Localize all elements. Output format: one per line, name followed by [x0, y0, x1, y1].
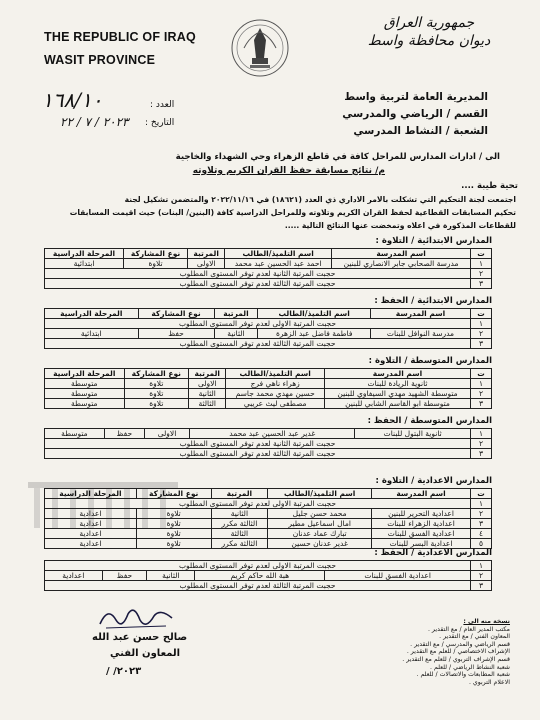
- cell-school: اعدادية التحرير للبنين: [372, 509, 471, 519]
- table-note-row: [45, 439, 492, 449]
- date-label: التاريخ :: [145, 118, 175, 128]
- cell-stage: متوسطة: [45, 389, 125, 399]
- col-type: نوع المشاركة: [124, 369, 189, 379]
- copy-item: قسم الإشراف التربوي / للعلم مع التقدير .: [402, 655, 510, 663]
- table-row: [45, 399, 492, 409]
- cell-seq: ٢: [471, 389, 492, 399]
- section-title-primary-recitation: المدارس الابتدائية / التلاوة :: [375, 236, 492, 246]
- signatory-name: صالح حسن عبد الله: [92, 632, 188, 643]
- cell-seq: ٢: [471, 269, 492, 279]
- table-row: [45, 529, 492, 539]
- results-table-primary-recitation: [44, 248, 492, 289]
- table-row: [45, 379, 492, 389]
- col-stage: المرحلة الدراسية: [45, 369, 125, 379]
- cell-note: حجبت المرتبة الثانية لعدم توفر المستوى المطلوب: [45, 439, 471, 449]
- directorate-name: المديرية العامة لتربية واسط: [344, 91, 488, 103]
- body-line-1: اجتمعت لجنة التحكيم التي تشكلت بالامر الاداري ذي العدد (١٨٦٢١) في ٢٠٢٢/١١/١٦ والمتضمن تشكيل لجنة: [124, 195, 516, 204]
- cell-seq: ١: [471, 429, 492, 439]
- col-seq: ت: [471, 309, 492, 319]
- cell-seq: ٥: [471, 539, 492, 549]
- cell-stage: متوسطة: [45, 399, 125, 409]
- section-title-primary-memorization: المدارس الابتدائية / الحفظ :: [374, 296, 492, 306]
- col-school: اسم المدرسة: [370, 309, 470, 319]
- cell-rank: الثالثة مكرر: [211, 539, 268, 549]
- cell-stage: ابتدائية: [45, 259, 124, 269]
- col-rank: المرتبة: [188, 249, 225, 259]
- cell-student: غدير عبد الحسين عبد محمد: [190, 429, 355, 439]
- handwritten-signature-icon: [96, 600, 176, 634]
- table-note-row: [45, 279, 492, 289]
- table-row: [45, 429, 492, 439]
- cell-note: حجبت المرتبة الثالثة لعدم توفر المستوى المطلوب: [45, 449, 471, 459]
- cell-rank: الاولى: [189, 379, 226, 389]
- col-student: اسم التلميذ/الطالب: [225, 249, 332, 259]
- cell-seq: ٣: [471, 279, 492, 289]
- cell-student: زهراء ناهي فرج: [226, 379, 325, 389]
- results-table-preparatory-memorization: [44, 560, 492, 591]
- col-seq: ت: [471, 489, 492, 499]
- greeting: تحية طيبة ....: [461, 181, 518, 191]
- cell-school: مدرسة النوافل للبنات: [370, 329, 470, 339]
- copy-item: قسم الرياضي والمدرسي / مع التقدير .: [410, 640, 510, 648]
- cell-type: تلاوة: [124, 379, 189, 389]
- table-note-row: [45, 581, 492, 591]
- table-note-row: [45, 319, 492, 329]
- cell-seq: ٢: [471, 571, 492, 581]
- cell-rank: الثانية: [214, 329, 258, 339]
- arabic-letterhead: [334, 14, 524, 54]
- number-value: ١٦٨/١٠: [42, 88, 103, 112]
- section-title-preparatory-recitation: المدارس الاعدادية / التلاوة :: [375, 476, 492, 486]
- section-title-intermediate-recitation: المدارس المتوسطة / التلاوة :: [368, 356, 492, 366]
- cell-school: اعدادية الفسق للبنات: [325, 571, 471, 581]
- cell-note: حجبت المرتبة الثانية لعدم توفر المستوى المطلوب: [45, 269, 471, 279]
- province-english: WASIT PROVINCE: [44, 53, 156, 67]
- cell-stage: متوسطة: [45, 379, 125, 389]
- copies-list: [402, 618, 510, 686]
- cell-school: اعدادية البسر للبنات: [372, 539, 471, 549]
- cell-seq: ١: [471, 319, 492, 329]
- cell-type: تلاوة: [124, 399, 189, 409]
- copy-item: مكتب المدير العام / مع التقدير .: [428, 625, 510, 633]
- cell-stage: اعدادية: [45, 539, 137, 549]
- cell-stage: اعدادية: [45, 571, 103, 581]
- cell-rank: الثانية: [211, 509, 268, 519]
- cell-school: متوسطة ابو القاسم الشابي للبنين: [325, 399, 471, 409]
- cell-rank: الثانية: [147, 571, 195, 581]
- table-header-row: [45, 369, 492, 379]
- table-note-row: [45, 499, 492, 509]
- results-table-preparatory-recitation: [44, 488, 492, 549]
- cell-stage: اعدادية: [45, 519, 137, 529]
- cell-rank: الثانية: [189, 389, 226, 399]
- cell-type: تلاوة: [124, 389, 189, 399]
- cell-seq: ١: [471, 259, 492, 269]
- date-value: ٢٠٢٣ / ٧ / ٢٢: [60, 115, 129, 129]
- table-note-row: [45, 269, 492, 279]
- cell-note: حجبت المرتبة الثالثة لعدم توفر المستوى المطلوب: [45, 581, 471, 591]
- signature-date: ٢٠٢٣/ /: [106, 666, 142, 677]
- cell-student: هبة الله حاكم كريم: [195, 571, 325, 581]
- table-row: [45, 329, 492, 339]
- col-stage: المرحلة الدراسية: [45, 309, 139, 319]
- cell-school: ثانوية الريادة للبنات: [325, 379, 471, 389]
- cell-rank: الثالثة: [211, 529, 268, 539]
- cell-note: حجبت المرتبة الثالثة لعدم توفر المستوى المطلوب: [45, 339, 471, 349]
- cell-school: مدرسة الصحابي جابر الانصاري للبنين: [332, 259, 471, 269]
- cell-stage: متوسطة: [45, 429, 105, 439]
- table-row: [45, 571, 492, 581]
- arabic-republic: جمهورية العراق: [383, 15, 475, 31]
- cell-school: اعدادية الزهراء للبنات: [372, 519, 471, 529]
- col-type: نوع المشاركة: [136, 489, 211, 499]
- division-name: الشعبة / النشاط المدرسي: [353, 125, 488, 137]
- cell-stage: اعدادية: [45, 529, 137, 539]
- cell-type: حفظ: [138, 329, 214, 339]
- col-school: اسم المدرسة: [325, 369, 471, 379]
- table-row: [45, 519, 492, 529]
- cell-type: حفظ: [104, 429, 144, 439]
- cell-rank: الاولى: [144, 429, 189, 439]
- subject-line: م/ نتائج مسابقة حفظ القران الكريم وتلاوته: [192, 166, 385, 176]
- cell-school: ثانوية البتول للبنات: [355, 429, 471, 439]
- cell-seq: ٢: [471, 329, 492, 339]
- cell-seq: ٣: [471, 449, 492, 459]
- cell-seq: ٣: [471, 581, 492, 591]
- cell-type: تلاوة: [123, 259, 187, 269]
- cell-student: تبارك عماد عدنان: [268, 529, 372, 539]
- cell-seq: ١: [471, 499, 492, 509]
- results-table-primary-memorization: [44, 308, 492, 349]
- cell-student: حسين مهدي محمد جاسم: [226, 389, 325, 399]
- table-header-row: [45, 309, 492, 319]
- col-student: اسم التلميذ/الطالب: [226, 369, 325, 379]
- copy-item: شعبة المطابعات والاتصالات / للعلم .: [416, 671, 510, 679]
- cell-seq: ١: [471, 379, 492, 389]
- col-student: اسم التلميذ/الطالب: [268, 489, 372, 499]
- col-stage: المرحلة الدراسية: [45, 489, 137, 499]
- number-label: العدد :: [150, 100, 175, 110]
- cell-rank: الثالثة مكرر: [211, 519, 268, 529]
- copy-item: المعاون الفني / مع التقدير .: [439, 633, 510, 641]
- cell-student: احمد عبد الحسين عبد محمد: [225, 259, 332, 269]
- cell-seq: ١: [471, 561, 492, 571]
- results-table-intermediate-recitation: [44, 368, 492, 409]
- cell-school: متوسطة الشهيد مهدي السيفاوي للبنين: [325, 389, 471, 399]
- cell-student: غدير عدنان حسين: [268, 539, 372, 549]
- col-school: اسم المدرسة: [372, 489, 471, 499]
- results-table-intermediate-memorization: [44, 428, 492, 459]
- department-name: القسم / الرياضي والمدرسي: [342, 108, 488, 120]
- cell-student: مصطفى ليث عريبي: [226, 399, 325, 409]
- table-note-row: [45, 561, 492, 571]
- cell-seq: ٣: [471, 399, 492, 409]
- cell-note: حجبت المرتبة الاولى لعدم توفر المستوى المطلوب: [45, 499, 471, 509]
- cell-seq: ٣: [471, 519, 492, 529]
- iraq-emblem-icon: [230, 18, 290, 78]
- table-row: [45, 389, 492, 399]
- col-rank: المرتبة: [189, 369, 226, 379]
- cell-seq: ٢: [471, 439, 492, 449]
- cell-type: تلاوة: [136, 519, 211, 529]
- cell-type: حفظ: [102, 571, 147, 581]
- cell-student: امال اسماعيل مطير: [268, 519, 372, 529]
- cell-rank: الثالثة: [189, 399, 226, 409]
- signatory-role: المعاون الفني: [110, 648, 181, 659]
- arabic-governorate: ديوان محافظة واسط: [367, 33, 491, 49]
- cell-student: محمد حسن جليل: [268, 509, 372, 519]
- cell-seq: ٤: [471, 529, 492, 539]
- cell-note: حجبت المرتبة الثالثة لعدم توفر المستوى المطلوب: [45, 279, 471, 289]
- cell-note: حجبت المرتبة الاولى لعدم توفر المستوى المطلوب: [45, 319, 471, 329]
- table-note-row: [45, 339, 492, 349]
- copy-item: الإشراف الاختصاصي / للعلم مع التقدير .: [406, 648, 510, 656]
- col-rank: المرتبة: [214, 309, 258, 319]
- table-row: [45, 539, 492, 549]
- cell-rank: الاولى: [188, 259, 225, 269]
- cell-seq: ٣: [471, 339, 492, 349]
- col-school: اسم المدرسة: [332, 249, 471, 259]
- cell-stage: ابتدائية: [45, 329, 139, 339]
- cell-student: فاطمة فاضل عبد الزهرة: [258, 329, 371, 339]
- cell-note: حجبت المرتبة الاولى لعدم توفر المستوى المطلوب: [45, 561, 471, 571]
- body-line-2: تحكيم المسابقات القطاعية لحفظ القران الكريم وتلاوته وللمراحل الدراسية كافة (البنين/ البنات) حيث اقيمت المسابقات: [69, 208, 516, 217]
- table-header-row: [45, 249, 492, 259]
- table-header-row: [45, 489, 492, 499]
- col-seq: ت: [471, 369, 492, 379]
- cell-type: تلاوة: [136, 509, 211, 519]
- cell-type: تلاوة: [136, 529, 211, 539]
- table-row: [45, 509, 492, 519]
- cell-school: اعدادية الفسق للبنات: [372, 529, 471, 539]
- copy-item: شعبة النشاط الرياضي / للعلم .: [430, 663, 510, 671]
- addressee-line: الى / ادارات المدارس للمراحل كافة في قاطع الزهراء وحي الشهداء والخاجية: [175, 152, 500, 162]
- copies-title: نسخة منه الى :: [463, 618, 510, 625]
- table-row: [45, 259, 492, 269]
- cell-type: تلاوة: [136, 539, 211, 549]
- table-note-row: [45, 449, 492, 459]
- col-type: نوع المشاركة: [138, 309, 214, 319]
- col-student: اسم التلميذ/الطالب: [258, 309, 371, 319]
- cell-stage: اعدادية: [45, 509, 137, 519]
- copy-item: الاعلام التربوي .: [468, 678, 510, 686]
- col-stage: المرحلة الدراسية: [45, 249, 124, 259]
- col-type: نوع المشاركة: [123, 249, 187, 259]
- section-title-intermediate-memorization: المدارس المتوسطة / الحفظ :: [367, 416, 492, 426]
- cell-seq: ٢: [471, 509, 492, 519]
- republic-english: THE REPUBLIC OF IRAQ: [44, 30, 196, 44]
- body-line-3: للقطاعات المذكورة في اعلاه وتمخضت عنها النتائج التالية .....: [284, 221, 516, 230]
- col-rank: المرتبة: [211, 489, 268, 499]
- col-seq: ت: [471, 249, 492, 259]
- section-title-preparatory-memorization: المدارس الاعدادية / الحفظ :: [374, 548, 492, 558]
